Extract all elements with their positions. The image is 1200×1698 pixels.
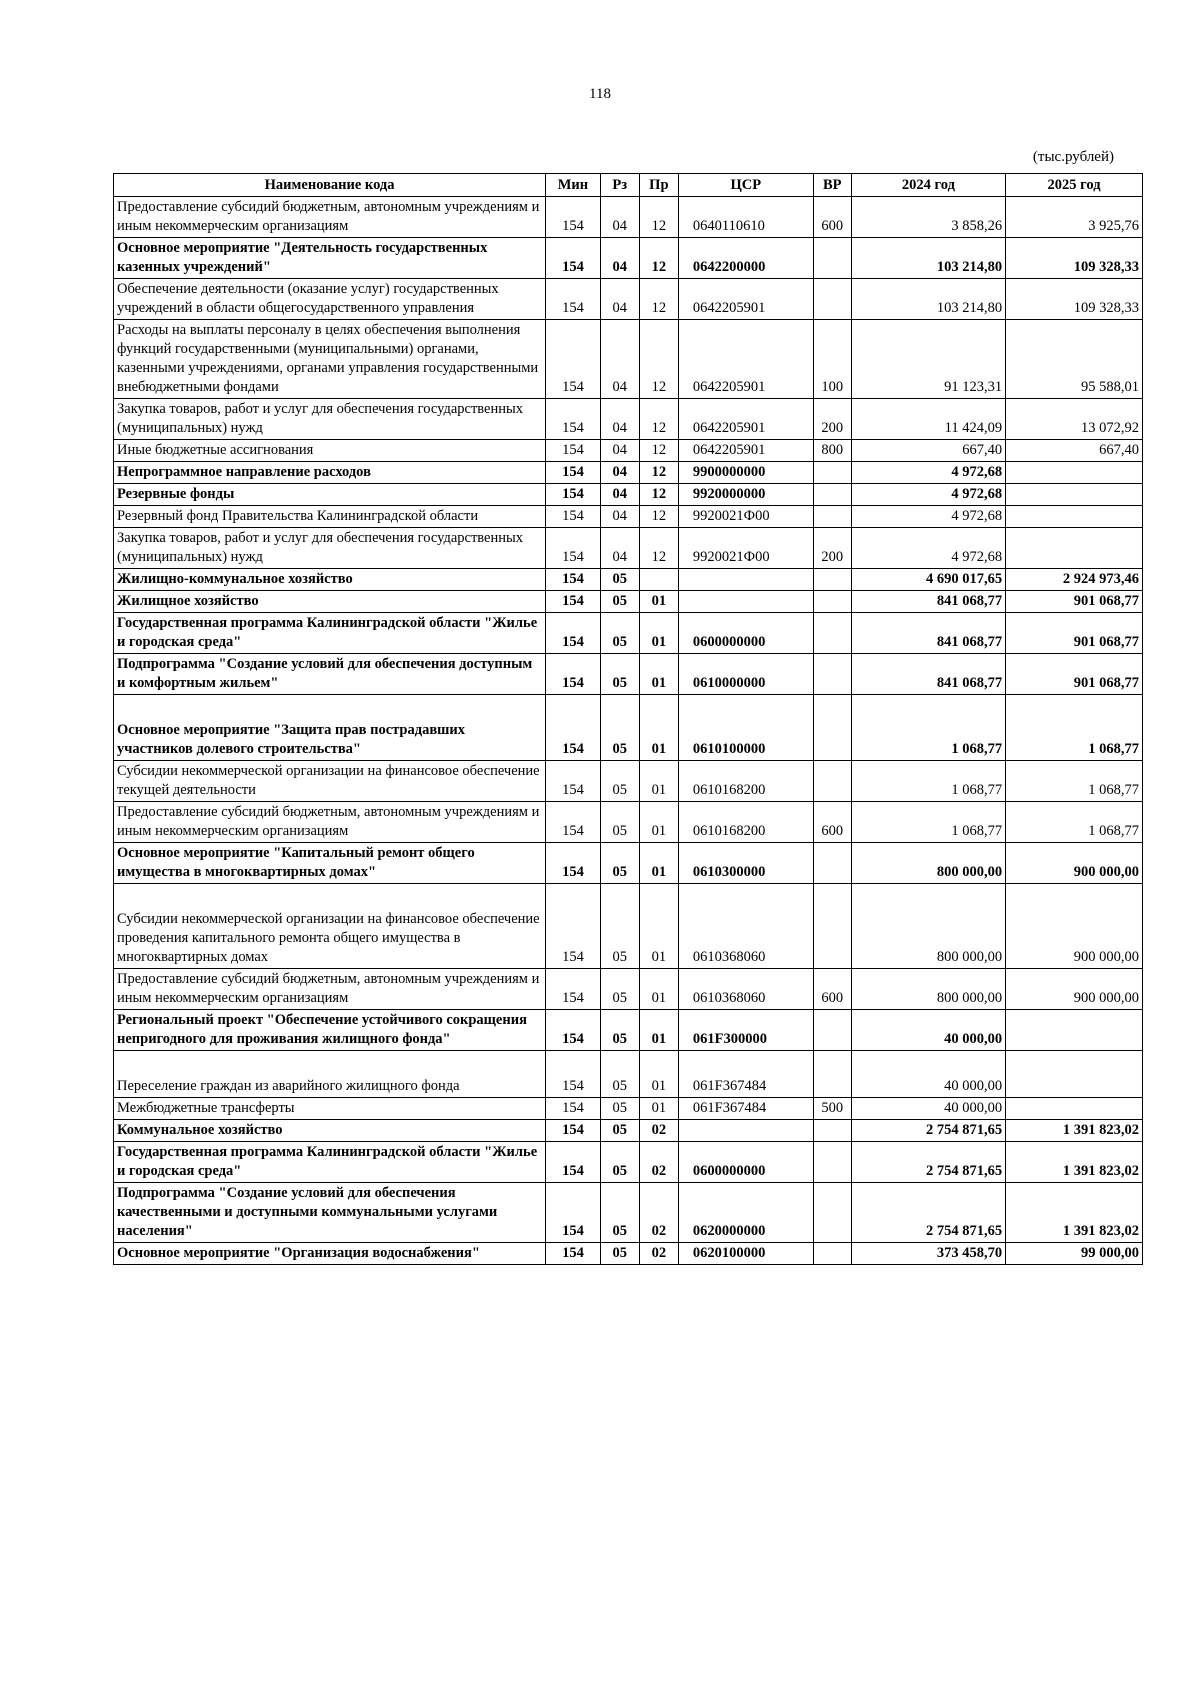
row-2025: 1 391 823,02 xyxy=(1006,1120,1143,1142)
row-vr xyxy=(813,695,851,761)
row-rz: 05 xyxy=(600,802,639,843)
row-pr: 12 xyxy=(639,238,678,279)
column-header-2025: 2025 год xyxy=(1006,174,1143,197)
row-2024: 103 214,80 xyxy=(851,238,1005,279)
row-csr: 0640110610 xyxy=(678,197,813,238)
row-2024: 4 972,68 xyxy=(851,484,1005,506)
column-header-vr: ВР xyxy=(813,174,851,197)
row-name: Субсидии некоммерческой организации на финансовое обеспечение проведения капитального ремонта общего имущества в многоквартирных домах xyxy=(114,884,546,969)
row-rz: 05 xyxy=(600,1051,639,1098)
row-min: 154 xyxy=(546,506,601,528)
row-name: Жилищное хозяйство xyxy=(114,591,546,613)
row-name: Основное мероприятие "Организация водоснабжения" xyxy=(114,1243,546,1265)
row-pr: 12 xyxy=(639,506,678,528)
table-row xyxy=(114,591,1143,613)
row-pr: 02 xyxy=(639,1183,678,1243)
row-vr xyxy=(813,654,851,695)
table-header xyxy=(114,174,1143,197)
row-rz: 04 xyxy=(600,528,639,569)
row-2024: 3 858,26 xyxy=(851,197,1005,238)
row-name: Основное мероприятие "Защита прав пострадавших участников долевого строительства" xyxy=(114,695,546,761)
row-2024: 841 068,77 xyxy=(851,654,1005,695)
row-rz: 04 xyxy=(600,238,639,279)
row-min: 154 xyxy=(546,320,601,399)
row-2024: 667,40 xyxy=(851,440,1005,462)
table-row xyxy=(114,1142,1143,1183)
row-2025: 900 000,00 xyxy=(1006,884,1143,969)
row-vr xyxy=(813,591,851,613)
row-name: Резервные фонды xyxy=(114,484,546,506)
row-2025 xyxy=(1006,528,1143,569)
row-min: 154 xyxy=(546,613,601,654)
table-row xyxy=(114,197,1143,238)
row-2025: 1 391 823,02 xyxy=(1006,1183,1143,1243)
row-2024: 4 972,68 xyxy=(851,528,1005,569)
table-row xyxy=(114,462,1143,484)
row-2025: 95 588,01 xyxy=(1006,320,1143,399)
table-row xyxy=(114,1051,1143,1098)
row-pr: 01 xyxy=(639,1098,678,1120)
row-min: 154 xyxy=(546,1051,601,1098)
row-pr: 12 xyxy=(639,462,678,484)
row-name: Предоставление субсидий бюджетным, автономным учреждениям и иным некоммерческим организациям xyxy=(114,197,546,238)
table-row xyxy=(114,969,1143,1010)
row-rz: 05 xyxy=(600,654,639,695)
table-row xyxy=(114,279,1143,320)
row-rz: 05 xyxy=(600,761,639,802)
row-2024: 2 754 871,65 xyxy=(851,1142,1005,1183)
row-rz: 05 xyxy=(600,613,639,654)
row-name: Расходы на выплаты персоналу в целях обеспечения выполнения функций государственными (муниципальными) органами, казенными учреждениями, органами управления государственными внебюджетными фондами xyxy=(114,320,546,399)
table-row xyxy=(114,802,1143,843)
row-2025: 13 072,92 xyxy=(1006,399,1143,440)
row-pr: 01 xyxy=(639,761,678,802)
row-2024: 800 000,00 xyxy=(851,969,1005,1010)
row-2025: 901 068,77 xyxy=(1006,654,1143,695)
row-name: Субсидии некоммерческой организации на финансовое обеспечение текущей деятельности xyxy=(114,761,546,802)
row-2024: 1 068,77 xyxy=(851,761,1005,802)
column-header-rz: Рз xyxy=(600,174,639,197)
row-pr: 12 xyxy=(639,399,678,440)
row-2025: 900 000,00 xyxy=(1006,969,1143,1010)
row-pr xyxy=(639,569,678,591)
row-pr: 12 xyxy=(639,197,678,238)
row-2025: 109 328,33 xyxy=(1006,279,1143,320)
row-2025: 1 068,77 xyxy=(1006,761,1143,802)
row-csr: 0610300000 xyxy=(678,843,813,884)
row-pr: 12 xyxy=(639,528,678,569)
row-pr: 02 xyxy=(639,1243,678,1265)
row-2024: 4 690 017,65 xyxy=(851,569,1005,591)
row-vr xyxy=(813,761,851,802)
row-pr: 01 xyxy=(639,1010,678,1051)
row-pr: 01 xyxy=(639,843,678,884)
row-name: Жилищно-коммунальное хозяйство xyxy=(114,569,546,591)
row-2024: 800 000,00 xyxy=(851,843,1005,884)
row-name: Коммунальное хозяйство xyxy=(114,1120,546,1142)
column-header-min: Мин xyxy=(546,174,601,197)
row-2025: 1 391 823,02 xyxy=(1006,1142,1143,1183)
row-name: Подпрограмма "Создание условий для обеспечения доступным и комфортным жильем" xyxy=(114,654,546,695)
row-pr: 02 xyxy=(639,1142,678,1183)
row-vr xyxy=(813,506,851,528)
row-min: 154 xyxy=(546,695,601,761)
row-rz: 04 xyxy=(600,506,639,528)
row-2025: 2 924 973,46 xyxy=(1006,569,1143,591)
row-rz: 04 xyxy=(600,440,639,462)
row-rz: 05 xyxy=(600,843,639,884)
row-vr: 500 xyxy=(813,1098,851,1120)
row-vr xyxy=(813,1120,851,1142)
row-name: Непрограммное направление расходов xyxy=(114,462,546,484)
row-vr xyxy=(813,238,851,279)
table-row xyxy=(114,843,1143,884)
row-csr: 0610368060 xyxy=(678,884,813,969)
row-csr: 9920021Ф00 xyxy=(678,506,813,528)
row-2025: 109 328,33 xyxy=(1006,238,1143,279)
row-pr: 12 xyxy=(639,320,678,399)
table-row xyxy=(114,1243,1143,1265)
row-vr xyxy=(813,843,851,884)
row-csr: 9920021Ф00 xyxy=(678,528,813,569)
row-vr: 600 xyxy=(813,969,851,1010)
page-number: 118 xyxy=(589,86,611,102)
column-header-2024: 2024 год xyxy=(851,174,1005,197)
table-row xyxy=(114,613,1143,654)
units-label: (тыс.рублей) xyxy=(1032,149,1114,165)
row-2024: 103 214,80 xyxy=(851,279,1005,320)
row-rz: 04 xyxy=(600,462,639,484)
row-name: Закупка товаров, работ и услуг для обеспечения государственных (муниципальных) нужд xyxy=(114,528,546,569)
row-2024: 841 068,77 xyxy=(851,613,1005,654)
table-row xyxy=(114,884,1143,969)
row-name: Подпрограмма "Создание условий для обеспечения качественными и доступными коммунальными услугами населения" xyxy=(114,1183,546,1243)
row-vr: 100 xyxy=(813,320,851,399)
row-vr: 600 xyxy=(813,802,851,843)
row-name: Иные бюджетные ассигнования xyxy=(114,440,546,462)
row-2025 xyxy=(1006,462,1143,484)
row-min: 154 xyxy=(546,843,601,884)
row-name: Межбюджетные трансферты xyxy=(114,1098,546,1120)
row-name: Региональный проект "Обеспечение устойчивого сокращения непригодного для проживания жилищного фонда" xyxy=(114,1010,546,1051)
table-row xyxy=(114,569,1143,591)
row-min: 154 xyxy=(546,1142,601,1183)
row-pr: 12 xyxy=(639,484,678,506)
row-2025: 99 000,00 xyxy=(1006,1243,1143,1265)
row-csr xyxy=(678,1120,813,1142)
row-csr: 0620100000 xyxy=(678,1243,813,1265)
row-csr: 0642205901 xyxy=(678,399,813,440)
row-pr: 12 xyxy=(639,440,678,462)
table-row xyxy=(114,654,1143,695)
row-min: 154 xyxy=(546,528,601,569)
row-min: 154 xyxy=(546,238,601,279)
row-2025: 667,40 xyxy=(1006,440,1143,462)
row-csr: 061F367484 xyxy=(678,1051,813,1098)
row-min: 154 xyxy=(546,1120,601,1142)
row-pr: 01 xyxy=(639,969,678,1010)
row-csr: 061F300000 xyxy=(678,1010,813,1051)
row-2024: 800 000,00 xyxy=(851,884,1005,969)
row-rz: 05 xyxy=(600,1098,639,1120)
row-rz: 05 xyxy=(600,1120,639,1142)
row-rz: 05 xyxy=(600,1183,639,1243)
row-rz: 05 xyxy=(600,695,639,761)
table-row xyxy=(114,761,1143,802)
row-pr: 01 xyxy=(639,613,678,654)
row-min: 154 xyxy=(546,884,601,969)
row-vr xyxy=(813,1142,851,1183)
row-min: 154 xyxy=(546,462,601,484)
row-vr: 600 xyxy=(813,197,851,238)
row-2025 xyxy=(1006,506,1143,528)
table-row xyxy=(114,399,1143,440)
row-2024: 2 754 871,65 xyxy=(851,1183,1005,1243)
row-vr: 800 xyxy=(813,440,851,462)
row-2025: 901 068,77 xyxy=(1006,613,1143,654)
row-pr: 01 xyxy=(639,654,678,695)
table-row xyxy=(114,1183,1143,1243)
row-rz: 05 xyxy=(600,1142,639,1183)
row-vr xyxy=(813,1010,851,1051)
table-row xyxy=(114,1098,1143,1120)
row-csr: 0610368060 xyxy=(678,969,813,1010)
row-name: Основное мероприятие "Капитальный ремонт общего имущества в многоквартирных домах" xyxy=(114,843,546,884)
row-min: 154 xyxy=(546,279,601,320)
row-rz: 04 xyxy=(600,399,639,440)
row-csr: 0642200000 xyxy=(678,238,813,279)
row-vr: 200 xyxy=(813,399,851,440)
row-name: Закупка товаров, работ и услуг для обеспечения государственных (муниципальных) нужд xyxy=(114,399,546,440)
row-min: 154 xyxy=(546,399,601,440)
table-row xyxy=(114,320,1143,399)
row-min: 154 xyxy=(546,569,601,591)
row-csr: 0620000000 xyxy=(678,1183,813,1243)
row-vr xyxy=(813,884,851,969)
row-2025 xyxy=(1006,1098,1143,1120)
table-row xyxy=(114,440,1143,462)
row-pr: 12 xyxy=(639,279,678,320)
column-header-csr: ЦСР xyxy=(678,174,813,197)
table-row xyxy=(114,1120,1143,1142)
row-2024: 1 068,77 xyxy=(851,802,1005,843)
row-vr xyxy=(813,1243,851,1265)
row-csr xyxy=(678,569,813,591)
row-vr xyxy=(813,569,851,591)
row-min: 154 xyxy=(546,1183,601,1243)
row-min: 154 xyxy=(546,1010,601,1051)
row-rz: 05 xyxy=(600,1243,639,1265)
row-name: Переселение граждан из аварийного жилищного фонда xyxy=(114,1051,546,1098)
row-2025: 901 068,77 xyxy=(1006,591,1143,613)
row-min: 154 xyxy=(546,761,601,802)
row-name: Резервный фонд Правительства Калининградской области xyxy=(114,506,546,528)
row-2024: 373 458,70 xyxy=(851,1243,1005,1265)
row-csr: 0642205901 xyxy=(678,279,813,320)
row-vr xyxy=(813,613,851,654)
row-pr: 02 xyxy=(639,1120,678,1142)
row-rz: 04 xyxy=(600,197,639,238)
row-min: 154 xyxy=(546,484,601,506)
row-vr xyxy=(813,1051,851,1098)
row-pr: 01 xyxy=(639,884,678,969)
row-pr: 01 xyxy=(639,591,678,613)
row-2024: 1 068,77 xyxy=(851,695,1005,761)
row-name: Обеспечение деятельности (оказание услуг) государственных учреждений в области общегосударственного управления xyxy=(114,279,546,320)
row-vr xyxy=(813,484,851,506)
row-name: Государственная программа Калининградской области "Жилье и городская среда" xyxy=(114,613,546,654)
row-min: 154 xyxy=(546,1098,601,1120)
row-name: Государственная программа Калининградской области "Жилье и городская среда" xyxy=(114,1142,546,1183)
row-min: 154 xyxy=(546,440,601,462)
row-2024: 40 000,00 xyxy=(851,1010,1005,1051)
row-2024: 40 000,00 xyxy=(851,1051,1005,1098)
row-csr: 0610168200 xyxy=(678,802,813,843)
row-min: 154 xyxy=(546,1243,601,1265)
row-2024: 11 424,09 xyxy=(851,399,1005,440)
table-row xyxy=(114,695,1143,761)
row-2025 xyxy=(1006,1051,1143,1098)
table-row xyxy=(114,484,1143,506)
column-header-pr: Пр xyxy=(639,174,678,197)
row-min: 154 xyxy=(546,591,601,613)
row-vr: 200 xyxy=(813,528,851,569)
row-csr: 0600000000 xyxy=(678,1142,813,1183)
table-row xyxy=(114,528,1143,569)
row-min: 154 xyxy=(546,654,601,695)
row-rz: 05 xyxy=(600,591,639,613)
row-name: Предоставление субсидий бюджетным, автономным учреждениям и иным некоммерческим организациям xyxy=(114,969,546,1010)
row-rz: 04 xyxy=(600,320,639,399)
table-row xyxy=(114,1010,1143,1051)
row-rz: 05 xyxy=(600,1010,639,1051)
budget-table xyxy=(113,173,1143,1265)
row-csr: 0610000000 xyxy=(678,654,813,695)
row-csr: 0600000000 xyxy=(678,613,813,654)
row-pr: 01 xyxy=(639,1051,678,1098)
row-rz: 05 xyxy=(600,569,639,591)
row-rz: 05 xyxy=(600,969,639,1010)
row-2025: 1 068,77 xyxy=(1006,695,1143,761)
row-csr: 0610168200 xyxy=(678,761,813,802)
row-csr: 061F367484 xyxy=(678,1098,813,1120)
row-2024: 2 754 871,65 xyxy=(851,1120,1005,1142)
row-2025: 3 925,76 xyxy=(1006,197,1143,238)
row-min: 154 xyxy=(546,969,601,1010)
row-2025: 900 000,00 xyxy=(1006,843,1143,884)
table-body xyxy=(114,197,1143,1265)
row-pr: 01 xyxy=(639,695,678,761)
row-csr: 0610100000 xyxy=(678,695,813,761)
row-csr: 9920000000 xyxy=(678,484,813,506)
row-min: 154 xyxy=(546,802,601,843)
column-header-name: Наименование кода xyxy=(114,174,546,197)
row-2024: 91 123,31 xyxy=(851,320,1005,399)
row-rz: 04 xyxy=(600,279,639,320)
row-vr xyxy=(813,1183,851,1243)
row-vr xyxy=(813,462,851,484)
row-2025: 1 068,77 xyxy=(1006,802,1143,843)
row-name: Основное мероприятие "Деятельность государственных казенных учреждений" xyxy=(114,238,546,279)
row-name: Предоставление субсидий бюджетным, автономным учреждениям и иным некоммерческим организациям xyxy=(114,802,546,843)
row-2025 xyxy=(1006,1010,1143,1051)
row-2024: 4 972,68 xyxy=(851,506,1005,528)
row-min: 154 xyxy=(546,197,601,238)
row-pr: 01 xyxy=(639,802,678,843)
table-row xyxy=(114,506,1143,528)
row-2024: 4 972,68 xyxy=(851,462,1005,484)
row-csr: 0642205901 xyxy=(678,440,813,462)
row-2024: 40 000,00 xyxy=(851,1098,1005,1120)
row-rz: 04 xyxy=(600,484,639,506)
row-rz: 05 xyxy=(600,884,639,969)
row-csr: 0642205901 xyxy=(678,320,813,399)
row-2025 xyxy=(1006,484,1143,506)
row-2024: 841 068,77 xyxy=(851,591,1005,613)
row-csr xyxy=(678,591,813,613)
row-vr xyxy=(813,279,851,320)
row-csr: 9900000000 xyxy=(678,462,813,484)
table-row xyxy=(114,238,1143,279)
